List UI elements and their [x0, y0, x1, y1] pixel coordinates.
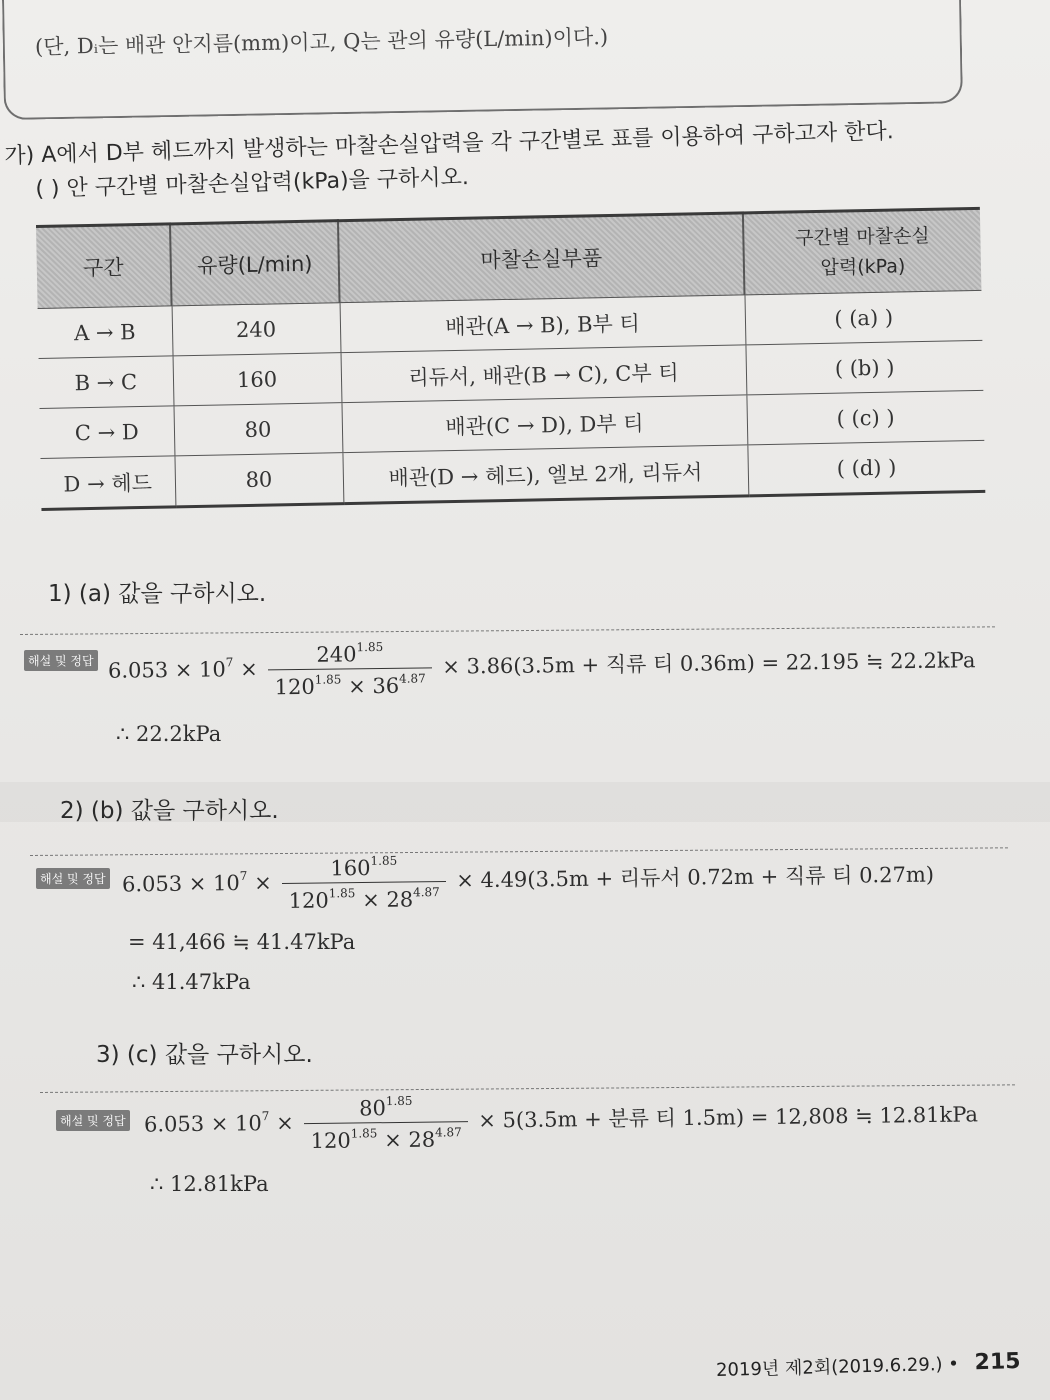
q1-num-base: 240	[316, 642, 357, 667]
header-flow: 유량(L/min)	[170, 221, 340, 306]
q1-numerator	[268, 639, 432, 670]
q1-den-b-exp: 4.87	[398, 671, 426, 686]
q2-den-b-exp: 4.87	[412, 885, 440, 900]
cell-parts: 배관(A → B), B부 티	[340, 295, 746, 353]
cell-parts: 리듀서, 배관(B → C), C부 티	[341, 345, 747, 403]
q2-times: ×	[253, 870, 272, 895]
q1-num-exp: 1.85	[356, 639, 384, 655]
q3-equation	[144, 1087, 979, 1155]
cell-flow: 80	[174, 453, 343, 507]
cell-flow: 160	[173, 353, 342, 406]
q3-times: ×	[275, 1110, 294, 1135]
cell-loss: ( (d) )	[747, 440, 985, 496]
q3-den-b-exp: 4.87	[434, 1125, 462, 1140]
cell-section: D → 헤드	[40, 456, 175, 510]
q1-coef-exp: 7	[225, 655, 234, 670]
q3-rest: × 5(3.5m + 분류 티 1.5m) = 12,808 ≒ 12.81kPa	[478, 1102, 979, 1133]
q2-title: 2) (b) 값을 구하시오.	[60, 798, 279, 824]
q2-coef-exp: 7	[239, 868, 248, 884]
q2-equation	[122, 847, 935, 915]
q1-rest: × 3.86(3.5m + 직류 티 0.36m) = 22.195 ≒ 22.2kPa	[442, 648, 976, 679]
q3-den-a: 120	[310, 1128, 351, 1154]
page-number: 215	[974, 1349, 1021, 1376]
q2-den-b: × 28	[355, 887, 414, 913]
cell-section: A → B	[38, 306, 173, 359]
q2-num-exp: 1.85	[370, 853, 398, 868]
header-loss-line2: 압력(kPa)	[820, 255, 906, 279]
cell-section: C → D	[40, 406, 175, 459]
q1-solution-badge: 해설 및 정답	[24, 650, 98, 671]
cell-section: B → C	[39, 356, 174, 409]
friction-loss-table	[36, 207, 985, 511]
header-loss	[743, 208, 982, 295]
q1-denominator	[268, 668, 432, 699]
q1-fraction	[268, 639, 432, 699]
q2-den-a-exp: 1.85	[328, 886, 356, 901]
q3-den-a-exp: 1.85	[350, 1126, 378, 1141]
cell-parts: 배관(D → 헤드), 엘보 2개, 리듀서	[342, 445, 748, 504]
q2-coef: 6.053 × 10	[121, 871, 240, 897]
cell-loss: ( (a) )	[744, 290, 982, 345]
q3-fraction	[304, 1093, 468, 1153]
q3-num-exp: 1.85	[385, 1093, 413, 1109]
q3-num-base: 80	[358, 1096, 387, 1121]
condition-box	[2, 0, 963, 120]
q1-answer: ∴ 22.2kPa	[116, 722, 222, 746]
cell-flow: 240	[172, 303, 341, 356]
problem-line-2: ( ) 안 구간별 마찰손실압력(kPa)을 구하시오.	[35, 165, 470, 203]
q3-numerator	[304, 1093, 468, 1124]
cell-loss: ( (c) )	[746, 390, 984, 445]
q3-coef: 6.053 × 10	[143, 1111, 262, 1137]
header-parts: 마찰손실부품	[338, 213, 744, 303]
cell-loss: ( (b) )	[745, 340, 983, 395]
q3-den-b: × 28	[377, 1127, 436, 1153]
condition-note: (단, Dᵢ는 배관 안지름(mm)이고, Q는 관의 유량(L/min)이다.)	[34, 25, 609, 59]
q2-den-a: 120	[288, 888, 329, 913]
q3-title: 3) (c) 값을 구하시오.	[96, 1042, 313, 1068]
q3-denominator	[304, 1122, 468, 1153]
q2-num-base: 160	[330, 855, 371, 881]
q1-den-a: 120	[274, 674, 315, 700]
footer-bullet: •	[948, 1353, 960, 1375]
q1-coef: 6.053 × 10	[107, 657, 226, 683]
header-loss-line1: 구간별 마찰손실	[794, 224, 930, 250]
cell-parts: 배관(C → D), D부 티	[341, 395, 747, 453]
q2-denominator	[282, 882, 446, 913]
cell-flow: 80	[173, 403, 342, 456]
q2-fraction	[282, 853, 446, 913]
q2-numerator	[282, 853, 446, 884]
q1-den-a-exp: 1.85	[314, 672, 342, 687]
problem-line-1: 가) A에서 D부 헤드까지 발생하는 마찰손실압력을 각 구간별로 표를 이용하여 구하고자 한다.	[4, 119, 895, 169]
q2-rest: × 4.49(3.5m + 리듀서 0.72m + 직류 티 0.27m)	[456, 862, 935, 893]
q3-solution-badge: 해설 및 정답	[56, 1110, 130, 1131]
q2-result: = 41,466 ≒ 41.47kPa	[128, 930, 356, 954]
q1-times: ×	[239, 656, 258, 682]
problem-statement	[4, 113, 986, 208]
footer-session: 2019년 제2회(2019.6.29.)	[715, 1354, 943, 1381]
header-section: 구간	[36, 224, 172, 309]
q3-coef-exp: 7	[261, 1109, 270, 1124]
q3-answer: ∴ 12.81kPa	[150, 1172, 269, 1196]
q1-den-b: × 36	[341, 673, 400, 699]
q2-answer: ∴ 41.47kPa	[132, 970, 251, 994]
q1-equation	[108, 633, 976, 702]
page-footer	[716, 1348, 1021, 1382]
q1-title: 1) (a) 값을 구하시오.	[48, 581, 267, 607]
q2-solution-badge: 해설 및 정답	[36, 868, 110, 889]
